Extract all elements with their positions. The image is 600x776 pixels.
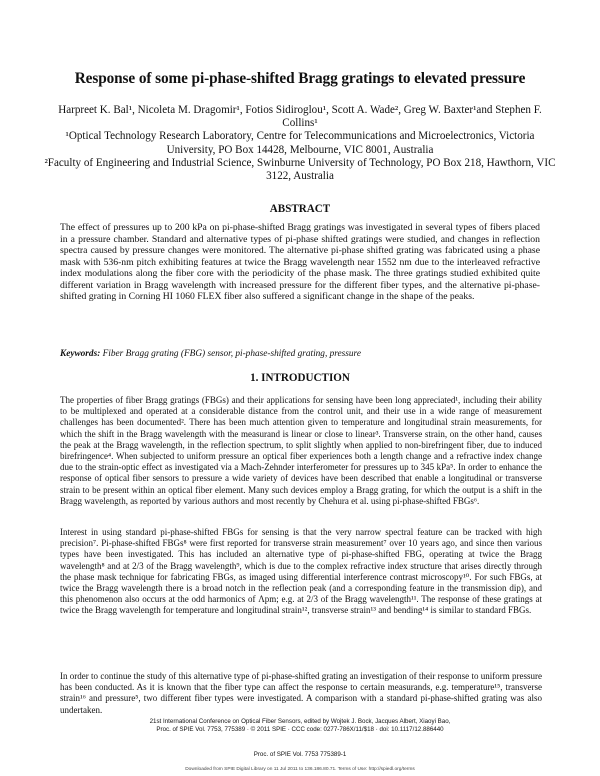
footer-line-2: Proc. of SPIE Vol. 7753, 775389 · © 2011 SPIE · CCC code: 0277-786X/11/$18 · doi: 10.1117/12.886440	[156, 726, 444, 734]
intro-paragraph-3: In order to continue the study of this alternative type of pi-phase-shifted grating an investigation of their response to uniform pressure has been conducted. As it is known that the fiber type can affect the response to certain measurands, e.g. temperature¹⁵, transverse strain¹⁶ and pressure⁵, two different fiber types were investigated. A comparison with a standard pi-phase-shifted grating was also undertaken.	[60, 671, 542, 715]
keywords-text: Fiber Bragg grating (FBG) sensor, pi-phase-shifted grating, pressure	[102, 349, 361, 359]
conference-footer	[60, 718, 540, 734]
author-block	[40, 104, 560, 183]
author-list: Harpreet K. Bal¹, Nicoleta M. Dragomir¹, Fotios Sidiroglou¹, Scott A. Wade², Greg W. Baxter¹and Stephen F. Collins¹	[58, 104, 542, 130]
section-heading-introduction: 1. INTRODUCTION	[250, 372, 350, 384]
footer-line-1: 21st International Conference on Optical Fiber Sensors, edited by Wojtek J. Bock, Jacques Albert, Xiaoyi Bao,	[149, 718, 451, 725]
abstract-heading: ABSTRACT	[269, 203, 331, 215]
affiliation-2: ²Faculty of Engineering and Industrial Science, Swinburne University of Technology, PO Box 218, Hawthorn, VIC 3122, Australia	[44, 156, 556, 183]
intro-paragraph-2: Interest in using standard pi-phase-shifted FBGs for sensing is that the very narrow spectral feature can be tracked with high precision⁷. Pi-phase-shifted FBGs⁸ were first reported for transverse strain measurement⁷ over 10 years ago, and since then various types have been investigated. This has included an alternative type of pi-phase-shifted FBG, operating at twice the Bragg wavelength⁸ and at 2/3 of the Bragg wavelength⁹, which is due to the complex refractive index structure that arises directly through the phase mask technique for fabricating FBGs, as imaged using differential interference contrast microscopy¹⁰. For such FBGs, at twice the Bragg wavelength there is a broad notch in the reflection peak (and a corresponding feature in the transmission dip), and this phenomenon also occurs at the odd harmonics of Λpm; e.g. at 2/3 of the Bragg wavelength¹¹. The response of these gratings at twice the Bragg wavelength for temperature and longitudinal strain¹², transverse strain¹³ and bending¹⁴ is similar to standard FBGs.	[60, 527, 542, 616]
abstract-text: The effect of pressures up to 200 kPa on pi-phase-shifted Bragg gratings was investigated in several types of fibers placed in a pressure chamber. Standard and alternative types of pi-phase shifted gratings were studied, and changes in reflection spectra caused by pressure changes were monitored. The alternative pi-phase shifted grating was fabricated using a phase mask with 536-nm pitch exhibiting features at twice the Bragg wavelength near 1552 nm due to the interleaved refractive index modulations along the fiber core with the periodicity of the phase mask. The three gratings studied exhibited quite different variation in Bragg wavelength with increased pressure for the different fiber types, and the alternative pi-phase-shifted grating in Corning HI 1060 FLEX fiber also suffered a significant change in the shape of the peaks.	[60, 222, 540, 302]
affiliation-1: ¹Optical Technology Research Laboratory, Centre for Telecommunications and Microelectronics, Victoria University, PO Box 14428, Melbourne, VIC 8001, Australia	[65, 130, 535, 156]
keywords-label: Keywords:	[60, 349, 101, 359]
paper-title: Response of some pi-phase-shifted Bragg gratings to elevated pressure	[74, 70, 526, 87]
download-notice: Downloaded from SPIE Digital Library on 11 Jul 2011 to 136.186.80.71. Terms of Use: http://spiedl.org/terms	[185, 767, 415, 772]
keywords-line	[60, 349, 540, 359]
intro-paragraph-1: The properties of fiber Bragg gratings (FBGs) and their applications for sensing have been long appreciated¹, including their ability to be multiplexed and operated at a considerable distance from the control unit, and their use in a wide range of measurement challenges has been documented². There has been much attention given to temperature and longitudinal strain measurements, for which the shift in the Bragg wavelength with the measurand is linear or close to linear³. Transverse strain, on the other hand, causes the peak at the Bragg wavelength, in the reflection spectrum, to split slightly when applied to non-birefringent fiber, due to induced birefringence⁴. When subjected to uniform pressure an optical fiber experiences both a length change and a refractive index change due to the strain-optic effect as investigated via a Mach-Zehnder interferometer for pressures up to 345 kPa⁵. In order to enhance the response of optical fiber sensors to pressure a wide variety of devices have been described that enable a longitudinal or transverse strain to be present within an optical fiber element. Many such devices employ a Bragg grating, for which the output is a shift in the Bragg wavelength, as reported by various authors and most recently by Chehura et al. using pi-phase-shifted FBGs⁶.	[60, 395, 542, 506]
page-number: Proc. of SPIE Vol. 7753 775389-1	[253, 751, 347, 758]
